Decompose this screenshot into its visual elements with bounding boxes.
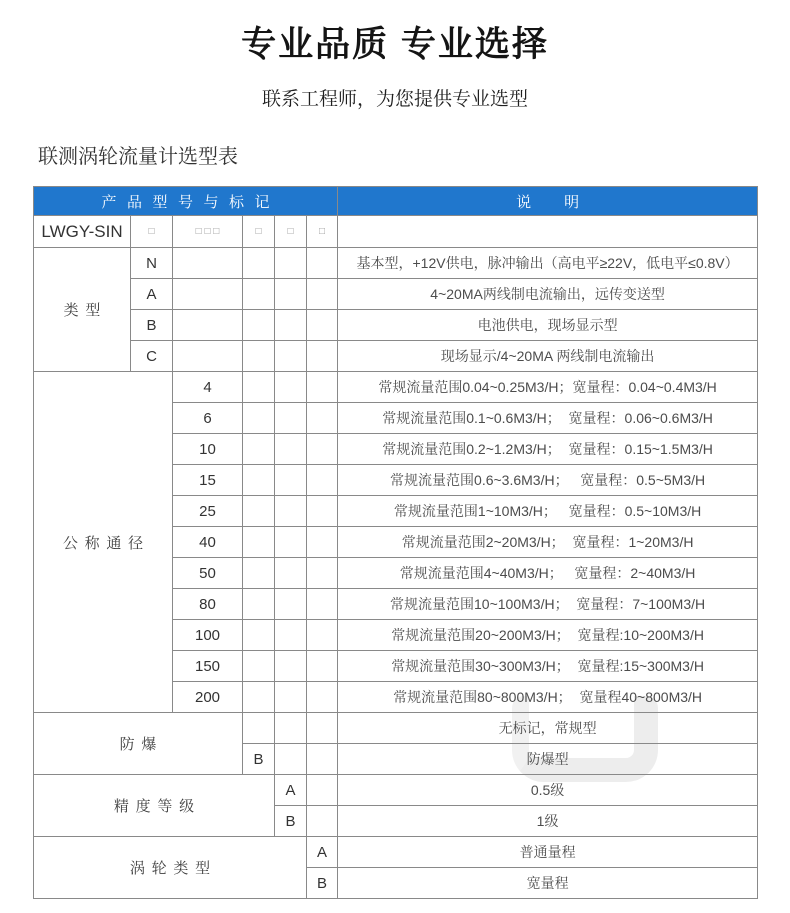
table-row: [34, 248, 758, 279]
empty-cell: [243, 403, 275, 434]
empty-cell: [173, 341, 243, 372]
code-cell: 50: [173, 558, 243, 589]
empty-cell: [243, 527, 275, 558]
empty-cell: [307, 744, 338, 775]
empty-cell: [307, 310, 338, 341]
marking-box-4: □: [275, 216, 307, 248]
empty-cell: [275, 527, 307, 558]
marking-box-3: □: [243, 216, 275, 248]
section-label: 公称通径: [34, 372, 173, 713]
section-label: 防爆: [34, 713, 243, 775]
code-cell: 15: [173, 465, 243, 496]
code-cell: C: [131, 341, 173, 372]
description-cell: 基本型，+12V供电，脉冲输出（高电平≥22V，低电平≤0.8V）: [338, 248, 758, 279]
empty-cell: [275, 279, 307, 310]
code-cell: 10: [173, 434, 243, 465]
selection-table: [33, 186, 758, 899]
description-cell: 无标记，常规型: [338, 713, 758, 744]
description-cell: 常规流量范围20~200M3/H； 宽量程:10~200M3/H: [338, 620, 758, 651]
description-cell: 普通量程: [338, 837, 758, 868]
table-row: [34, 279, 758, 310]
empty-cell: [307, 713, 338, 744]
code-cell: B: [131, 310, 173, 341]
empty-cell: [275, 434, 307, 465]
description-cell: 常规流量范围10~100M3/H； 宽量程：7~100M3/H: [338, 589, 758, 620]
description-cell: 现场显示/4~20MA 两线制电流输出: [338, 341, 758, 372]
section-label: 精度等级: [34, 775, 275, 837]
empty-cell: [275, 496, 307, 527]
table-header-description: 说明: [338, 187, 758, 216]
empty-cell: [243, 589, 275, 620]
code-cell: 200: [173, 682, 243, 713]
page-title: 专业品质 专业选择: [241, 25, 549, 64]
empty-cell: [275, 682, 307, 713]
empty-cell: [243, 341, 275, 372]
empty-cell: [307, 403, 338, 434]
empty-cell: [307, 620, 338, 651]
empty-cell: [243, 279, 275, 310]
empty-cell: [307, 682, 338, 713]
empty-cell: [307, 341, 338, 372]
empty-cell: [243, 372, 275, 403]
empty-cell: [243, 620, 275, 651]
description-cell: 0.5级: [338, 775, 758, 806]
table-row: [34, 713, 758, 744]
table-row: [34, 341, 758, 372]
table-header-row: [34, 187, 758, 216]
marking-box-1: □: [131, 216, 173, 248]
code-cell: 80: [173, 589, 243, 620]
description-cell: 常规流量范围4~40M3/H； 宽量程：2~40M3/H: [338, 558, 758, 589]
table-row: [34, 372, 758, 403]
description-cell: 常规流量范围30~300M3/H； 宽量程:15~300M3/H: [338, 651, 758, 682]
code-cell: A: [275, 775, 307, 806]
description-cell: 常规流量范围1~10M3/H； 宽量程：0.5~10M3/H: [338, 496, 758, 527]
description-cell: 常规流量范围0.6~3.6M3/H； 宽量程：0.5~5M3/H: [338, 465, 758, 496]
empty-cell: [275, 713, 307, 744]
empty-cell: [275, 465, 307, 496]
code-cell: A: [131, 279, 173, 310]
section-label: 类型: [34, 248, 131, 372]
code-cell: 100: [173, 620, 243, 651]
description-cell: 4~20MA两线制电流输出，远传变送型: [338, 279, 758, 310]
description-cell: 常规流量范围2~20M3/H； 宽量程：1~20M3/H: [338, 527, 758, 558]
empty-cell: [275, 403, 307, 434]
marking-box-5: □: [307, 216, 338, 248]
description-cell: 宽量程: [338, 868, 758, 899]
empty-cell: [307, 496, 338, 527]
table-row: [34, 310, 758, 341]
marking-box-2: □ □ □: [173, 216, 243, 248]
empty-cell: [307, 527, 338, 558]
empty-cell: [275, 372, 307, 403]
description-cell: [338, 216, 758, 248]
empty-cell: [307, 465, 338, 496]
code-cell: [243, 713, 275, 744]
model-code: LWGY-SIN: [34, 216, 131, 248]
section-label: 涡轮类型: [34, 837, 307, 899]
code-cell: B: [275, 806, 307, 837]
empty-cell: [275, 651, 307, 682]
empty-cell: [243, 310, 275, 341]
empty-cell: [275, 620, 307, 651]
code-cell: 4: [173, 372, 243, 403]
empty-cell: [275, 248, 307, 279]
empty-cell: [275, 589, 307, 620]
empty-cell: [307, 372, 338, 403]
code-cell: B: [243, 744, 275, 775]
code-cell: 6: [173, 403, 243, 434]
code-cell: 40: [173, 527, 243, 558]
empty-cell: [243, 465, 275, 496]
empty-cell: [307, 806, 338, 837]
empty-cell: [243, 682, 275, 713]
empty-cell: [307, 279, 338, 310]
empty-cell: [275, 310, 307, 341]
empty-cell: [307, 248, 338, 279]
empty-cell: [307, 589, 338, 620]
model-row: [34, 216, 758, 248]
empty-cell: [307, 434, 338, 465]
empty-cell: [173, 279, 243, 310]
description-cell: 常规流量范围0.04~0.25M3/H；宽量程：0.04~0.4M3/H: [338, 372, 758, 403]
code-cell: B: [307, 868, 338, 899]
description-cell: 防爆型: [338, 744, 758, 775]
description-cell: 电池供电，现场显示型: [338, 310, 758, 341]
code-cell: 25: [173, 496, 243, 527]
empty-cell: [243, 496, 275, 527]
empty-cell: [243, 434, 275, 465]
description-cell: 常规流量范围80~800M3/H； 宽量程40~800M3/H: [338, 682, 758, 713]
table-row: [34, 837, 758, 868]
code-cell: A: [307, 837, 338, 868]
code-cell: 150: [173, 651, 243, 682]
empty-cell: [173, 248, 243, 279]
empty-cell: [243, 558, 275, 589]
description-cell: 常规流量范围0.2~1.2M3/H； 宽量程：0.15~1.5M3/H: [338, 434, 758, 465]
description-cell: 1级: [338, 806, 758, 837]
code-cell: N: [131, 248, 173, 279]
empty-cell: [307, 651, 338, 682]
empty-cell: [243, 651, 275, 682]
page-subtitle: 联系工程师，为您提供专业选型: [261, 89, 528, 110]
empty-cell: [307, 775, 338, 806]
table-row: [34, 775, 758, 806]
empty-cell: [275, 744, 307, 775]
empty-cell: [275, 341, 307, 372]
empty-cell: [243, 248, 275, 279]
empty-cell: [307, 558, 338, 589]
empty-cell: [173, 310, 243, 341]
section-heading: 联测涡轮流量计选型表: [38, 146, 238, 168]
description-cell: 常规流量范围0.1~0.6M3/H； 宽量程：0.06~0.6M3/H: [338, 403, 758, 434]
empty-cell: [275, 558, 307, 589]
table-header-product-model: 产品型号与标记: [34, 187, 338, 216]
